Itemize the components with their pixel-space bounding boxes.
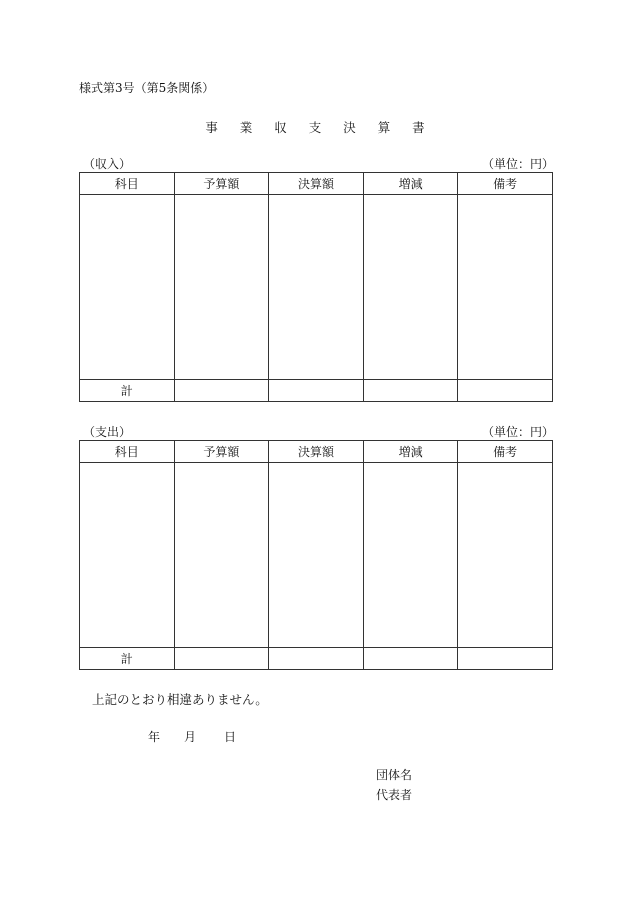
date-day-label: 日 bbox=[224, 730, 237, 744]
income-settlement-cell[interactable] bbox=[269, 195, 364, 380]
income-total-remarks-cell[interactable] bbox=[458, 380, 553, 402]
date-month-label: 月 bbox=[184, 730, 197, 744]
income-total-row bbox=[80, 380, 553, 402]
expense-total-row bbox=[80, 648, 553, 670]
date-line bbox=[148, 728, 236, 745]
income-header-change: 増減 bbox=[363, 173, 458, 195]
expense-total-budget-cell[interactable] bbox=[174, 648, 269, 670]
document-title: 事 業 収 支 決 算 書 bbox=[205, 120, 434, 135]
form-number-label: 様式第3号（第5条関係） bbox=[79, 81, 215, 95]
expense-section-label: （支出） bbox=[83, 425, 132, 439]
income-header-row bbox=[80, 173, 553, 195]
income-section-label: （収入） bbox=[83, 157, 132, 171]
expense-subject-cell[interactable] bbox=[80, 463, 175, 648]
expense-settlement-cell[interactable] bbox=[269, 463, 364, 648]
income-total-settlement-cell[interactable] bbox=[269, 380, 364, 402]
organization-name-label: 団体名 bbox=[376, 768, 413, 782]
expense-total-change-cell[interactable] bbox=[363, 648, 458, 670]
expense-body-row bbox=[80, 463, 553, 648]
expense-remarks-cell[interactable] bbox=[458, 463, 553, 648]
expense-header-change: 増減 bbox=[363, 441, 458, 463]
expense-total-remarks-cell[interactable] bbox=[458, 648, 553, 670]
expense-header-subject: 科目 bbox=[80, 441, 175, 463]
expense-budget-cell[interactable] bbox=[174, 463, 269, 648]
income-budget-cell[interactable] bbox=[174, 195, 269, 380]
closing-statement: 上記のとおり相違ありません。 bbox=[92, 692, 268, 707]
expense-change-cell[interactable] bbox=[363, 463, 458, 648]
income-table bbox=[79, 172, 553, 402]
income-unit-label: （単位：円） bbox=[482, 157, 555, 171]
income-header-settlement: 決算額 bbox=[269, 173, 364, 195]
income-change-cell[interactable] bbox=[363, 195, 458, 380]
representative-label: 代表者 bbox=[376, 788, 413, 802]
expense-header-settlement: 決算額 bbox=[269, 441, 364, 463]
income-total-budget-cell[interactable] bbox=[174, 380, 269, 402]
income-remarks-cell[interactable] bbox=[458, 195, 553, 380]
date-year-label: 年 bbox=[148, 730, 161, 744]
expense-header-budget: 予算額 bbox=[174, 441, 269, 463]
income-subject-cell[interactable] bbox=[80, 195, 175, 380]
expense-unit-label: （単位：円） bbox=[482, 425, 555, 439]
expense-header-remarks: 備考 bbox=[458, 441, 553, 463]
income-body-row bbox=[80, 195, 553, 380]
income-header-remarks: 備考 bbox=[458, 173, 553, 195]
expense-total-label: 計 bbox=[80, 648, 175, 670]
income-total-label: 計 bbox=[80, 380, 175, 402]
income-total-change-cell[interactable] bbox=[363, 380, 458, 402]
income-header-subject: 科目 bbox=[80, 173, 175, 195]
income-header-budget: 予算額 bbox=[174, 173, 269, 195]
expense-total-settlement-cell[interactable] bbox=[269, 648, 364, 670]
expense-header-row bbox=[80, 441, 553, 463]
expense-table bbox=[79, 440, 553, 670]
